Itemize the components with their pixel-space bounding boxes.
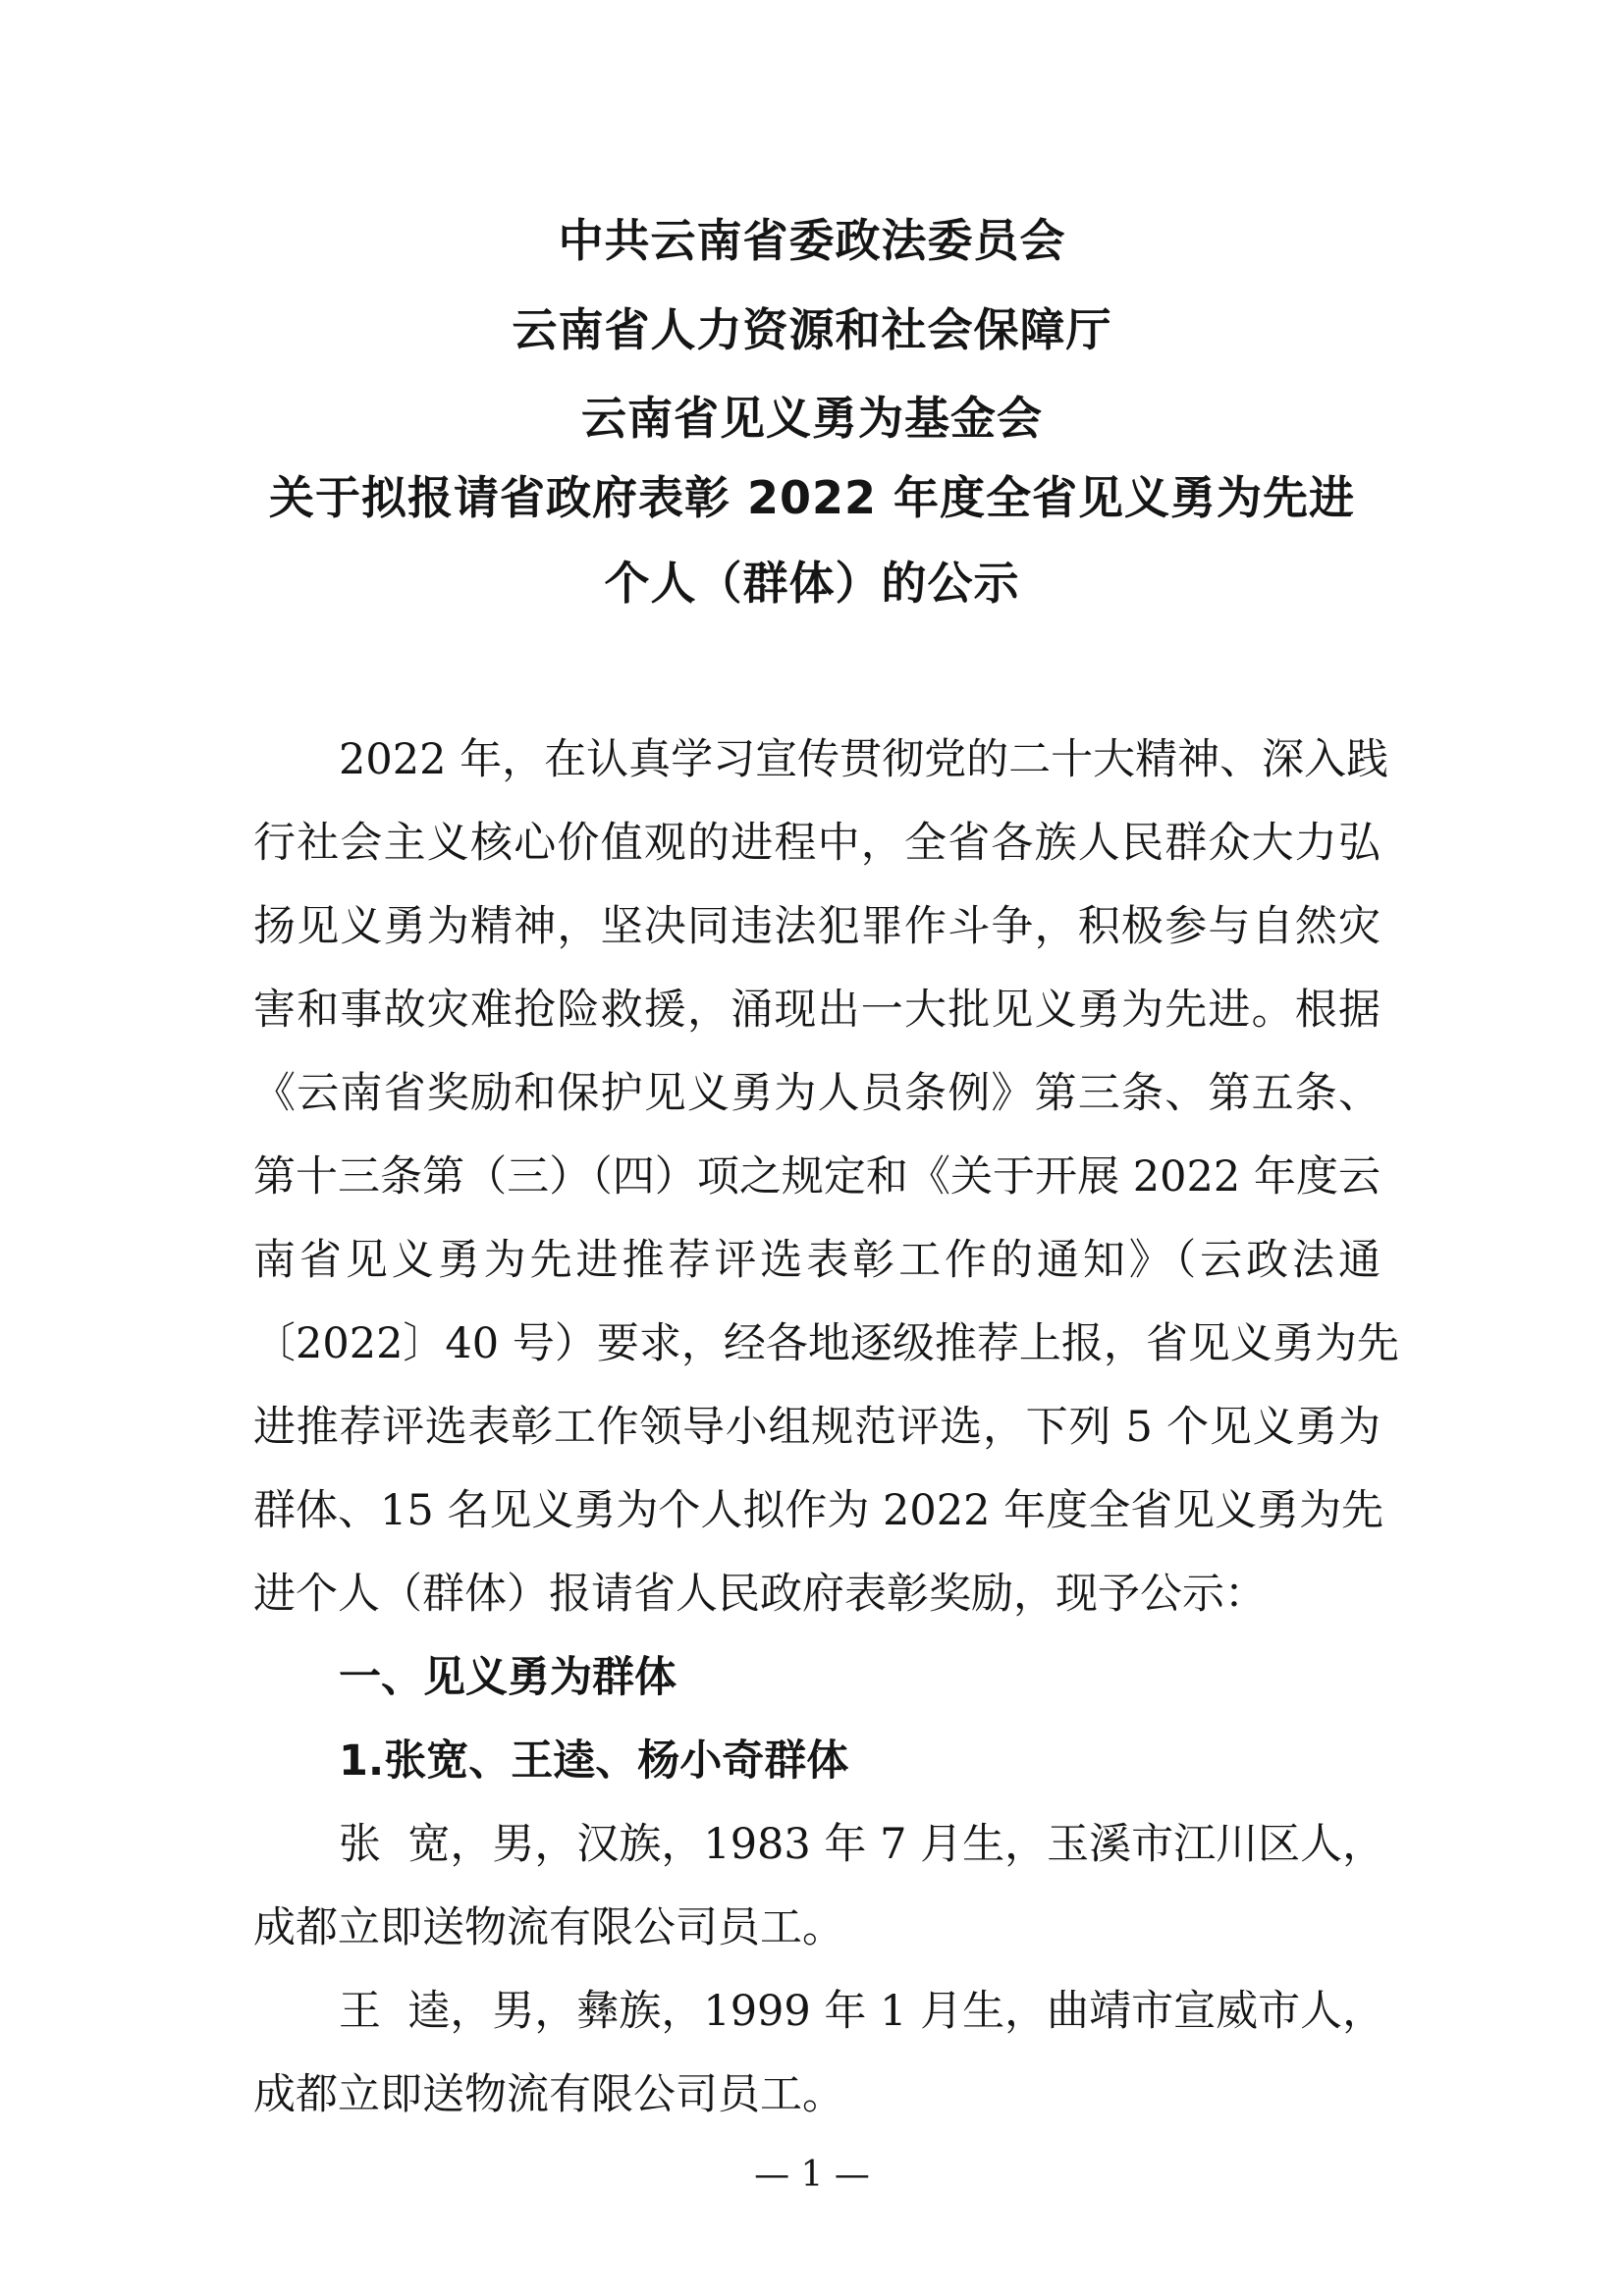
intro-line-10: 群体、15 名见义勇为个人拟作为 2022 年度全省见义勇为先: [253, 1486, 1384, 1535]
intro-line-8: 〔2022〕40 号）要求，经各地逐级推荐上报，省见义勇为先: [253, 1319, 1399, 1368]
intro-line-2: 行社会主义核心价值观的进程中，全省各族人民群众大力弘: [253, 819, 1380, 868]
intro-line-11: 进个人（群体）报请省人民政府表彰奖励，现予公示：: [253, 1570, 1267, 1619]
intro-line-7: 南省见义勇为先进推荐评选表彰工作的通知》（云政法通: [253, 1236, 1380, 1285]
title-line-3: 云南省见义勇为基金会: [581, 392, 1043, 445]
section-heading: 一、见义勇为群体: [339, 1653, 677, 1702]
intro-line-1: 2022 年，在认真学习宣传贯彻党的二十大精神、深入践: [339, 735, 1389, 784]
member-1-info: 张 宽，男，汉族，1983 年 7 月生，玉溪市江川区人，: [339, 1820, 1385, 1869]
title-line-5: 个人（群体）的公示: [604, 557, 1020, 610]
intro-line-6: 第十三条第（三）（四）项之规定和《关于开展 2022 年度云: [253, 1152, 1380, 1201]
group-heading: 1.张宽、王逵、杨小奇群体: [339, 1736, 849, 1786]
intro-line-9: 进推荐评选表彰工作领导小组规范评选，下列 5 个见义勇为: [253, 1403, 1380, 1452]
title-line-2: 云南省人力资源和社会保障厅: [512, 303, 1112, 356]
page-number: — 1 —: [754, 2155, 870, 2195]
member-2-info: 王 逵，男，彝族，1999 年 1 月生，曲靖市宣威市人，: [339, 1987, 1385, 2036]
title-line-1: 中共云南省委政法委员会: [558, 214, 1066, 267]
member-1-employer: 成都立即送物流有限公司员工。: [253, 1903, 844, 1952]
intro-line-5: 《云南省奖励和保护见义勇为人员条例》第三条、第五条、: [253, 1069, 1380, 1118]
title-line-4: 关于拟报请省政府表彰 2022 年度全省见义勇为先进: [268, 471, 1356, 524]
intro-line-3: 扬见义勇为精神，坚决同违法犯罪作斗争，积极参与自然灾: [253, 902, 1380, 951]
member-2-employer: 成都立即送物流有限公司员工。: [253, 2070, 844, 2119]
intro-line-4: 害和事故灾难抢险救援，涌现出一大批见义勇为先进。根据: [253, 986, 1380, 1035]
